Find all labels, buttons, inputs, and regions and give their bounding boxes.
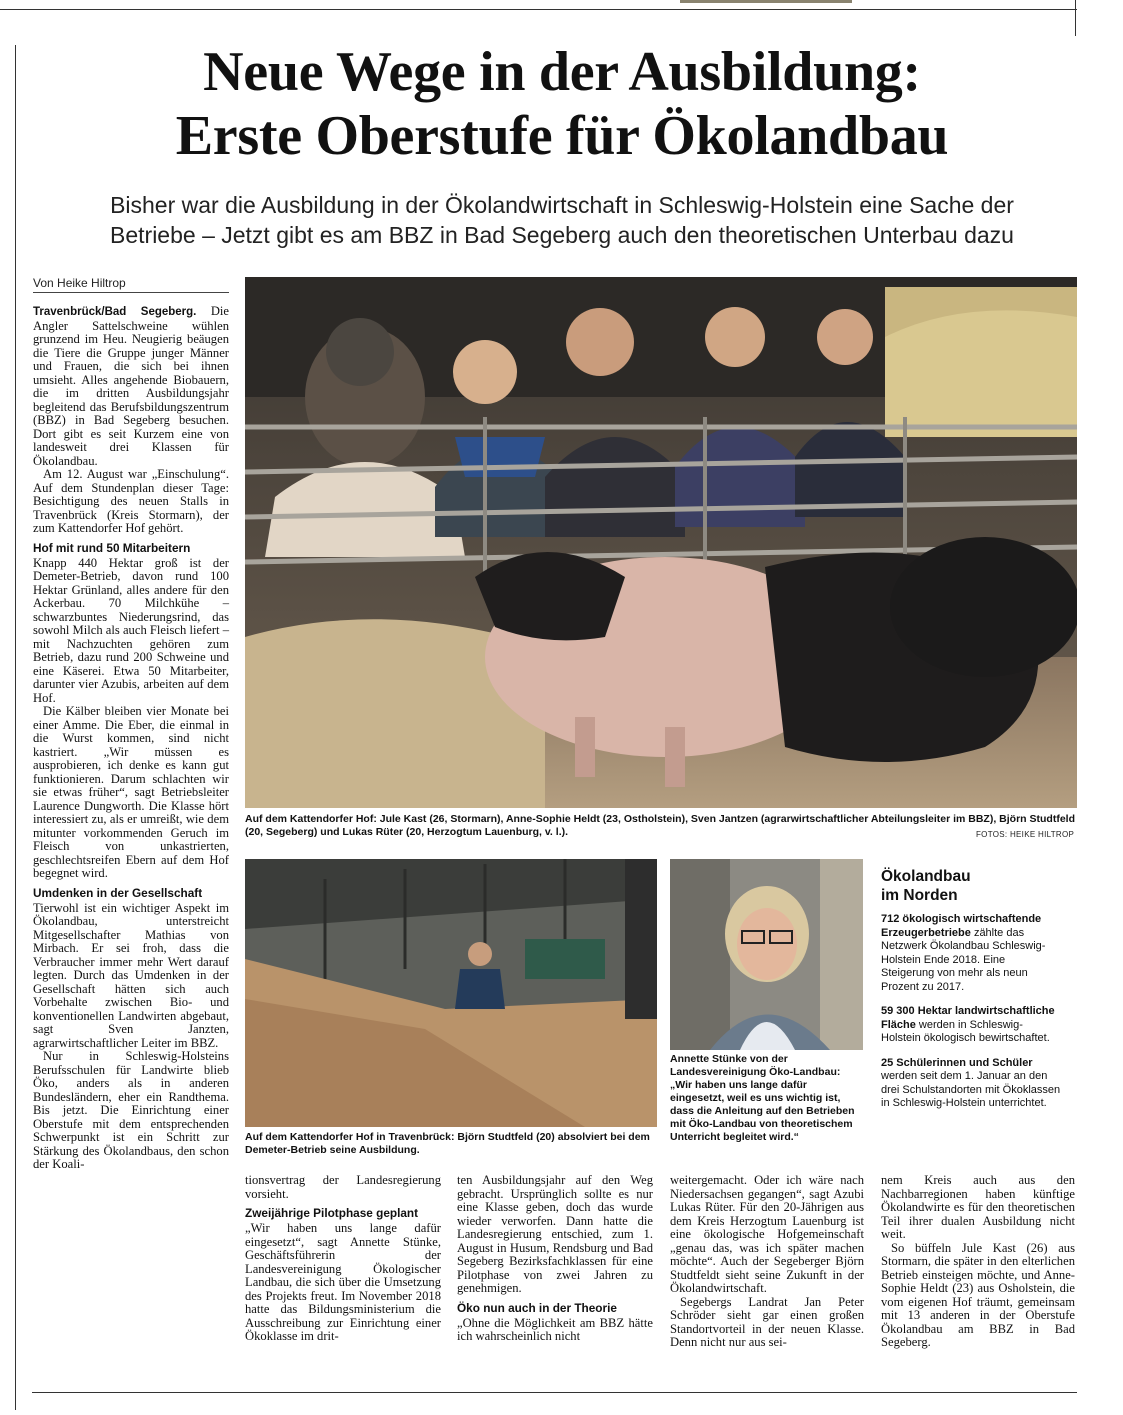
paragraph: weitergemacht. Oder ich wäre nach Niedersachsen gegangen“, sagt Azubi Lukas Rüter. Für den 20-Jährigen aus dem Kreis Herzogtum Lauenburg ist eine ökologische Hofgemeinschaft „genau das, was ich später machen möchte“. Auch der Segeberger Björn Studtfeldt sieht seine Zukunft in der Ökolandwirtschaft. [670, 1173, 864, 1295]
infobox-fact-figure: 25 Schülerinnen und Schüler [881, 1056, 1033, 1069]
dateline: Travenbrück/Bad Segeberg. [33, 306, 197, 318]
grain-photo [245, 859, 657, 1127]
grain-photo-caption: Auf dem Kattendorfer Hof in Travenbrück: Björn Studtfeld (20) absolviert bei dem Demeter-Betrieb seine Ausbildung. [245, 1131, 650, 1156]
subheading: Zweijährige Pilotphase geplant [245, 1206, 419, 1220]
byline: Von Heike Hiltrop [33, 276, 126, 290]
left-margin-rule [15, 45, 16, 1410]
grain-photo-image [245, 859, 657, 1127]
infobox-title [881, 867, 1061, 905]
byline-rule [33, 292, 229, 293]
subheadline-line-1: Bisher war die Ausbildung in der Ökolandwirtschaft in Schleswig-Holstein eine Sache der [110, 192, 1014, 218]
paragraph: Knapp 440 Hektar groß ist der Demeter-Betrieb, davon rund 100 Hektar Grünland, alles andere für den Ackerbau. 70 Milchkühe – schwarzbuntes Niederungsrind, das sowohl Milch als auch Fleisch liefert – mit Nachzuchten gehören zum Betrieb, dazu rund 200 Schweine und eine Käserei. Etwa 50 Mitarbeiter, darunter vier Azubis, arbeiten auf dem Hof. [33, 555, 229, 705]
paragraph: Am 12. August war „Einschulung“. Auf dem Stundenplan dieser Tage: Besichtigung des neuen Stalls in Travenbrück (Kreis Stormarn), der zum Kattendorfer Hof gehört. [33, 467, 229, 535]
infobox-title-line-1: Ökolandbau [881, 868, 971, 885]
paragraph-text: Die Angler Sattelschweine wühlen grunzend im Heu. Neugierig beäugen die Tiere die Gruppe junger Männer und Frauen, die sich bei ihnen umsieht. Alles angehende Biobauern, die im dritten Ausbildungsjahr begleitend das Berufsbildungszentrum (BBZ) in Bad Segeberg besuchen. Dort gibt es seit Kurzem eine von landesweit drei Klassen für Ökolandbau. [33, 304, 229, 468]
paragraph: „Wir haben uns lange dafür eingesetzt“, sagt Annette Stünke, Geschäftsführerin der Landesvereinigung Ökologischer Landbau, die sich über die Umsetzung des Projekts freut. Im November 2018 hatte das Bildungsministerium die Ausschreibung zur Einrichtung einer Ökoklasse im drit- [245, 1221, 441, 1343]
subheading: Hof mit rund 50 Mitarbeitern [33, 540, 191, 555]
top-rule [0, 9, 1077, 10]
paragraph: tionsvertrag der Landesregierung vorsieht. [245, 1173, 441, 1201]
subheading: Umdenken in der Gesellschaft [33, 885, 203, 900]
article-column-5 [881, 1174, 1075, 1350]
headline-line-2: Erste Oberstufe für Ökolandbau [175, 105, 949, 167]
paragraph: So büffeln Jule Kast (26) aus Stormarn, die später in den elterlichen Betrieb einsteigen möchte, und Anne-Sophie Heldt (23) aus Osholstein, die vom eigenen Hof träumt, gemeinsam mit 13 anderen in der Oberstufe Ökolandbau am BBZ in Bad Segeberg. [881, 1240, 1075, 1349]
infobox-fact [881, 1005, 1061, 1046]
article-column-1 [33, 305, 229, 1172]
headline-line-1: Neue Wege in der Ausbildung: [203, 41, 921, 103]
paragraph [33, 305, 229, 468]
infobox-body [881, 913, 1061, 1111]
portrait-photo [670, 859, 863, 1050]
infobox-fact-text: zählte das Netzwerk Ökolandbau Schleswig-Holstein Ende 2018. Eine Steigerung von mehr als neun Prozent zu 2017. [881, 926, 1046, 993]
infobox-fact [881, 913, 1061, 994]
subheading: Öko nun auch in der Theorie [457, 1300, 617, 1315]
article-column-3 [457, 1174, 653, 1344]
paragraph: Tierwohl ist ein wichtiger Aspekt im Ökolandbau, unterstreicht Mitgesellschafter Mathias von Mirbach. Er sei froh, dass die Verbraucher immer mehr Wert darauf legten. Durch das Umdenken in der Gesellschaft hätten sich auch Vorbehalte zwischen Bio- und konventionellen Landwirten abgebaut, sagt Sven Janzten, agrarwirtschaftlicher Leiter im BBZ. [33, 900, 229, 1050]
paragraph: „Ohne die Möglichkeit am BBZ hätte ich wahrscheinlich nicht [457, 1315, 653, 1343]
infobox-fact [881, 1057, 1061, 1111]
paragraph: Segebergs Landrat Jan Peter Schröder sieht gar einen großen Standortvorteil in der neuen Klasse. Denn nicht nur aus sei- [670, 1294, 864, 1349]
paragraph: Nur in Schleswig-Holsteins Berufsschulen für Landwirte blieb Öko, anders als in anderen Bundesländern, eher ein Randthema. Bis jetzt. Die Einrichtung einer Oberstufe mit dem entsprechenden Schwerpunkt ist ein Schritt zur Stärkung des Ökolandbaus, den schon der Koali- [33, 1049, 229, 1171]
top-photo-strip [680, 0, 852, 3]
article-column-4 [670, 1174, 864, 1350]
portrait-photo-caption: Annette Stünke von der Landesvereinigung Öko-Landbau: „Wir haben uns lange dafür eingesetzt, weil es uns wichtig ist, dass die Anleitung auf den Betrieben mit Öko-Landbau von theoretischem Unterricht begleitet wird.“ [670, 1053, 855, 1143]
infobox-fact-text: werden in Schleswig-Holstein ökologisch bewirtschaftet. [881, 1018, 1050, 1044]
article-column-2 [245, 1174, 441, 1344]
main-photo-image [245, 277, 1077, 808]
paragraph: Die Kälber bleiben vier Monate bei einer Amme. Die Eber, die einmal in die Wurst kommen, sind nicht kastriert. „Wir müssen es ausprobieren, ich denke es kann gut funktionieren. Darum schlachten wir sie etwas früher“, sagt Betriebsleiter Laurence Dungworth. Die Klasse hört interessiert zu, als er umreißt, wie dem mitunter vorkommenden Geruch im Fleisch von unkastrierten, geschlechtsreifen Ebern auf dem Hof begegnet wird. [33, 704, 229, 880]
page-edge-rule [1075, 0, 1076, 36]
headline [32, 40, 1092, 168]
infobox-title-line-2: im Norden [881, 887, 958, 904]
infobox [881, 867, 1061, 1122]
portrait-photo-image [670, 859, 863, 1050]
paragraph: nem Kreis auch aus den Nachbarregionen haben künftige Ökolandwirte es für den theoretischen Teil ihrer dualen Ausbildung nicht weit. [881, 1173, 1075, 1241]
infobox-fact-figure: 712 ökologisch wirtschaftende Erzeugerbetriebe [881, 913, 1042, 939]
subheadline [32, 190, 1092, 250]
photo-credit: FOTOS: HEIKE HILTROP [976, 830, 1075, 839]
infobox-fact-figure: 59 300 Hektar landwirtschaftliche Fläche [881, 1005, 1055, 1031]
main-photo-caption: Auf dem Kattendorfer Hof: Jule Kast (26, Stormarn), Anne-Sophie Heldt (23, Ostholstein), Sven Jantzen (agrarwirtschaftlicher Abteilungsleiter im BBZ), Björn Studtfeld (20, Segeberg) und Lukas Rüter (20, Herzogtum Lauenburg, v. l.). [245, 813, 1075, 838]
paragraph: ten Ausbildungsjahr auf den Weg gebracht. Ursprünglich sollte es nur eine Klasse geben, doch das wurde wieder verworfen. Dann hatte die Landesregierung entschied, zum 1. August in Husum, Rendsburg und Bad Segeberg Bezirksfachklassen für eine Pilotphase von zwei Jahren zu genehmigen. [457, 1173, 653, 1295]
main-photo [245, 277, 1077, 808]
subheadline-line-2: Betriebe – Jetzt gibt es am BBZ in Bad Segeberg auch den theoretischen Unterbau dazu [110, 222, 1014, 248]
bottom-rule [32, 1392, 1077, 1393]
infobox-fact-text: werden seit dem 1. Januar an den drei Schulstandorten mit Ökoklassen in Schleswig-Holstein unterrichtet. [881, 1070, 1061, 1109]
